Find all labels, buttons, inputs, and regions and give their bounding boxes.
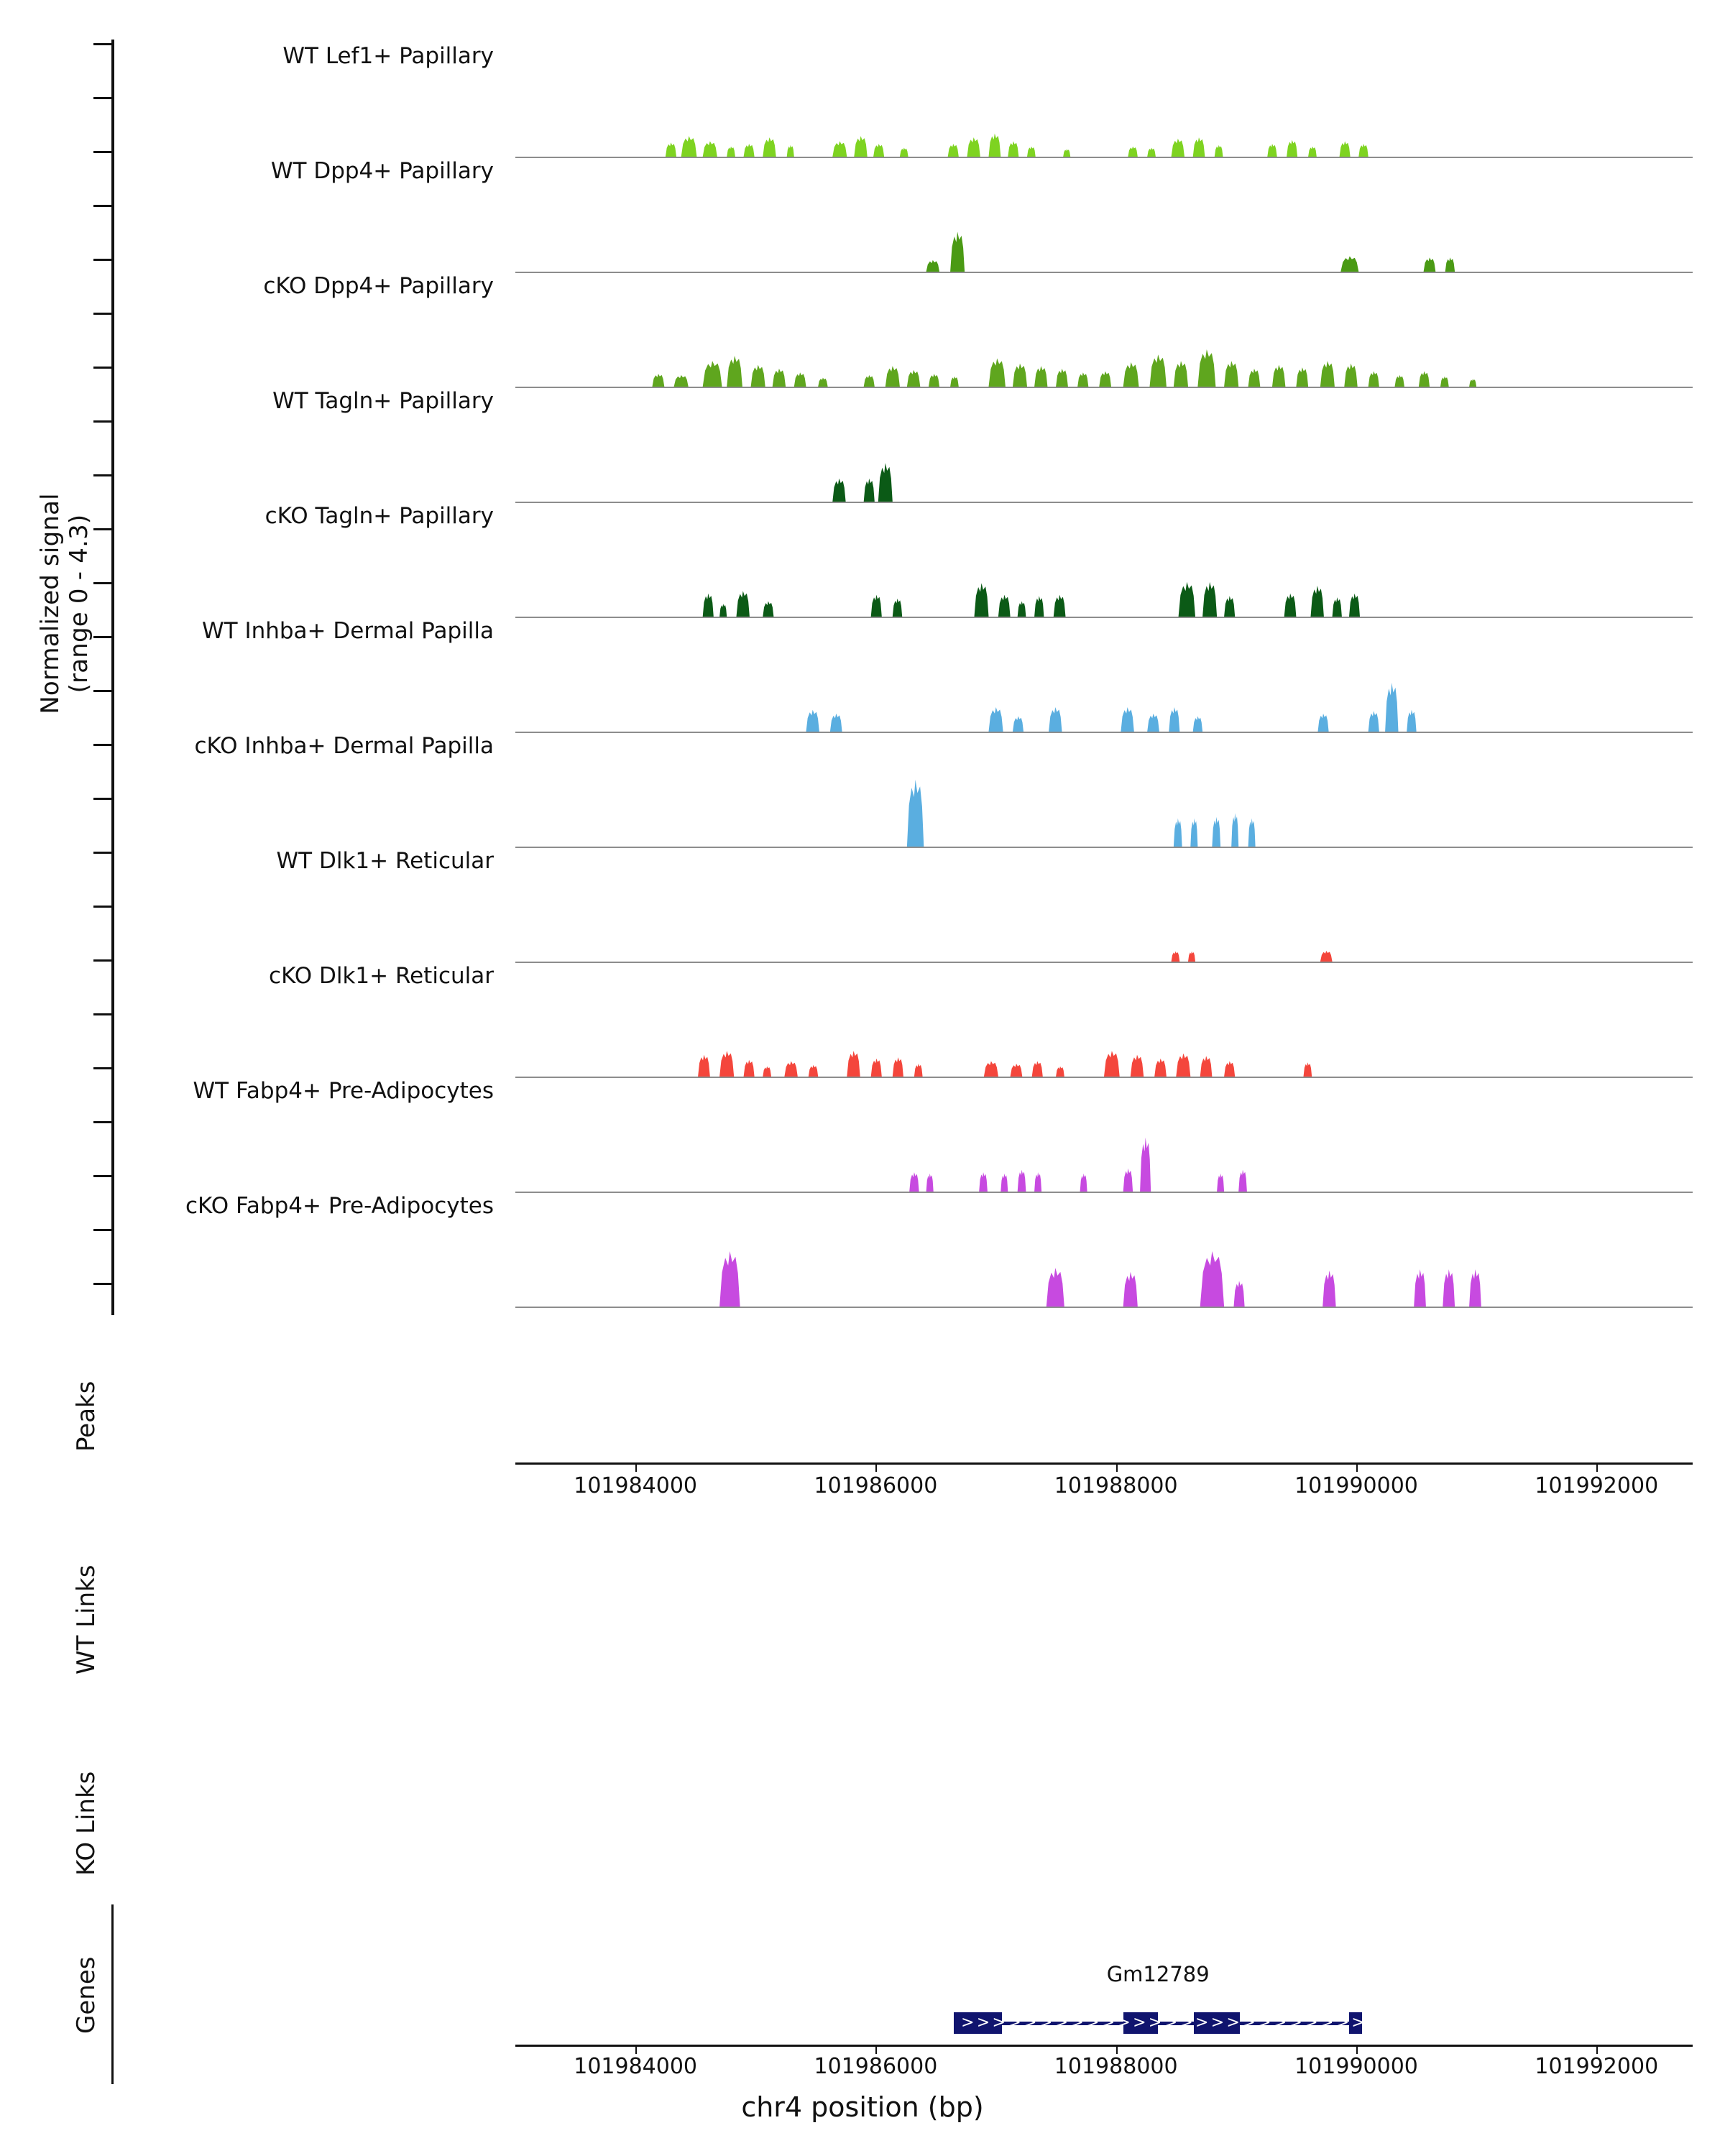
signal-track — [0, 733, 1725, 848]
x-axis-tick — [875, 2047, 877, 2054]
section-label-wt-links: WT Links — [72, 1565, 101, 1674]
gene-strand-arrow-icon: > — [961, 2014, 975, 2032]
x-axis-tick — [1116, 2047, 1118, 2054]
signal-track — [0, 503, 1725, 618]
signal-track-label: WT Dpp4+ Papillary — [270, 158, 494, 184]
signal-track-label: WT Dlk1+ Reticular — [276, 848, 494, 874]
x-axis-tick — [635, 1465, 637, 1472]
y-axis-tick — [93, 959, 112, 962]
x-axis-tick-label: 101990000 — [1294, 1473, 1418, 1498]
section-label-ko-links: KO Links — [72, 1771, 101, 1876]
signal-track — [0, 1078, 1725, 1193]
gene-strand-arrow-icon: > — [1179, 2014, 1193, 2032]
genes-axis-spine — [111, 1904, 114, 2084]
signal-track-label: WT Lef1+ Papillary — [282, 43, 494, 69]
signal-track — [0, 963, 1725, 1078]
gene-strand-arrow-icon: > — [976, 2014, 990, 2032]
y-axis-label-line1: Normalized signal — [36, 493, 65, 714]
signal-track-label: WT Fabp4+ Pre-Adipocytes — [193, 1078, 494, 1104]
signal-track-plot — [515, 618, 1693, 733]
x-axis-tick-label: 101984000 — [574, 1473, 698, 1498]
gene-strand-arrow-icon: > — [1101, 2014, 1116, 2032]
gene-strand-arrow-icon: > — [1024, 2014, 1037, 2032]
x-axis-tick — [1356, 2047, 1358, 2054]
signal-track-label: cKO Inhba+ Dermal Papilla — [194, 733, 494, 759]
y-axis-tick — [93, 1283, 112, 1285]
gene-strand-arrow-icon: > — [1039, 2014, 1053, 2032]
x-axis-line — [515, 1462, 1693, 1465]
x-axis-tick-label: 101988000 — [1054, 2054, 1178, 2079]
section-label-genes: Genes — [72, 1956, 101, 2034]
gene-strand-arrow-icon: > — [1257, 2014, 1271, 2032]
x-axis-tick-label: 101984000 — [574, 2054, 698, 2079]
gene-strand-arrow-icon: > — [1195, 2014, 1209, 2032]
x-axis-tick — [1596, 1465, 1598, 1472]
y-axis-label-line2: (range 0 - 4.3) — [65, 514, 93, 694]
x-axis-tick — [635, 2047, 637, 2054]
y-axis-tick — [93, 420, 112, 423]
gene-strand-arrow-icon: > — [992, 2014, 1006, 2032]
gene-strand-arrow-icon: > — [1289, 2014, 1302, 2032]
gene-strand-arrow-icon: > — [1226, 2014, 1240, 2032]
signal-track-plot — [515, 963, 1693, 1078]
signal-track — [0, 43, 1725, 158]
gene-name-label: Gm12789 — [1106, 1962, 1210, 1986]
signal-track — [0, 848, 1725, 963]
y-axis-tick — [93, 852, 112, 854]
y-axis-tick — [93, 259, 112, 261]
gene-strand-arrow-icon: > — [1335, 2014, 1350, 2032]
signal-track-plot — [515, 43, 1693, 158]
y-axis-tick — [93, 1067, 112, 1069]
y-axis-tick — [93, 1013, 112, 1015]
gene-strand-arrow-icon: > — [1305, 2014, 1318, 2032]
y-axis-tick — [93, 1175, 112, 1177]
signal-track-label: cKO Dlk1+ Reticular — [269, 963, 494, 989]
signal-track-plot — [515, 848, 1693, 963]
y-axis-tick — [93, 528, 112, 530]
gene-strand-arrow-icon: > — [1210, 2014, 1225, 2032]
x-axis-tick-label: 101988000 — [1054, 1473, 1178, 1498]
y-axis-tick — [93, 798, 112, 800]
x-axis-tick-label: 101986000 — [814, 1473, 938, 1498]
gene-strand-arrow-icon: > — [1351, 2014, 1365, 2032]
x-axis-tick-label: 101990000 — [1294, 2054, 1418, 2079]
signal-track-label: cKO Dpp4+ Papillary — [263, 273, 494, 299]
gene-strand-arrow-icon: > — [1242, 2014, 1256, 2032]
gene-strand-arrow-icon: > — [1164, 2014, 1177, 2032]
track-baseline — [515, 1307, 1693, 1308]
section-label-peaks: Peaks — [72, 1381, 101, 1452]
signal-track-label: WT Inhba+ Dermal Papilla — [202, 618, 494, 644]
gene-strand-arrow-icon: > — [1054, 2014, 1068, 2032]
y-axis-tick — [93, 636, 112, 638]
x-axis-title: chr4 position (bp) — [741, 2091, 984, 2123]
y-axis-tick — [93, 313, 112, 315]
y-axis-tick — [93, 151, 112, 153]
gene-strand-arrow-icon: > — [1273, 2014, 1287, 2032]
gene-strand-arrow-icon: > — [1320, 2014, 1334, 2032]
gene-strand-arrow-icon: > — [1133, 2014, 1146, 2032]
signal-track — [0, 158, 1725, 273]
gene-strand-arrow-icon: > — [1148, 2014, 1162, 2032]
gene-strand-arrow-icon: > — [1085, 2014, 1100, 2032]
y-axis-tick — [93, 744, 112, 746]
gene-strand-arrow-icon: > — [1070, 2014, 1084, 2032]
gene-strand-arrow-icon: > — [1008, 2014, 1021, 2032]
signal-track — [0, 1193, 1725, 1308]
x-axis-tick — [1596, 2047, 1598, 2054]
signal-track-label: cKO Fabp4+ Pre-Adipocytes — [185, 1193, 494, 1219]
signal-track-plot — [515, 503, 1693, 618]
x-axis-line — [515, 2045, 1693, 2047]
signal-track — [0, 388, 1725, 503]
signal-track-plot — [515, 733, 1693, 848]
signal-track-label: WT Tagln+ Papillary — [272, 388, 494, 414]
x-axis-tick — [1116, 1465, 1118, 1472]
x-axis-tick-label: 101992000 — [1535, 1473, 1659, 1498]
signal-track-plot — [515, 1078, 1693, 1193]
y-axis-tick — [93, 1229, 112, 1231]
y-axis-tick — [93, 205, 112, 207]
y-axis-tick — [93, 43, 112, 45]
signal-track-plot — [515, 388, 1693, 503]
y-axis-tick — [93, 690, 112, 692]
signal-track-plot — [515, 273, 1693, 388]
y-axis-tick — [93, 582, 112, 584]
gene-strand-arrow-icon: > — [1117, 2014, 1131, 2032]
y-axis-tick — [93, 367, 112, 369]
y-axis-tick — [93, 97, 112, 99]
signal-track-label: cKO Tagln+ Papillary — [264, 503, 494, 529]
x-axis-tick — [1356, 1465, 1358, 1472]
signal-track — [0, 618, 1725, 733]
x-axis-tick-label: 101986000 — [814, 2054, 938, 2079]
signal-track-plot — [515, 158, 1693, 273]
signal-track-plot — [515, 1193, 1693, 1308]
x-axis-tick-label: 101992000 — [1535, 2054, 1659, 2079]
y-axis-tick — [93, 1121, 112, 1123]
x-axis-tick — [875, 1465, 877, 1472]
y-axis-tick — [93, 906, 112, 908]
signal-track — [0, 273, 1725, 388]
y-axis-tick — [93, 474, 112, 476]
